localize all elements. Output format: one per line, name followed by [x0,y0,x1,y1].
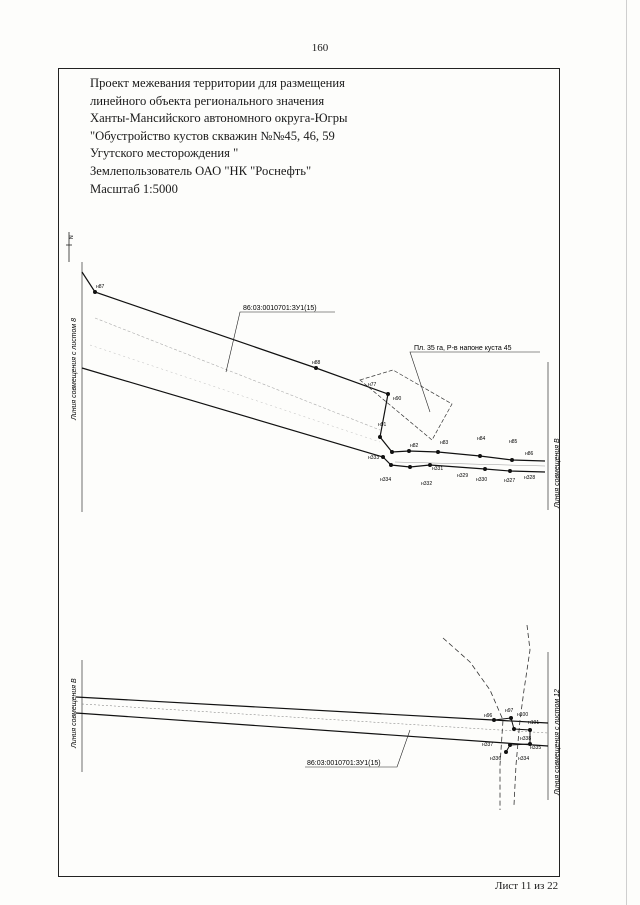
point-label: н338 [520,736,532,742]
title-line: "Обустройство кустов скважин №№45, 46, 59 [90,128,335,143]
scale-line: Масштаб 1:5000 [90,181,178,196]
point-label: н329 [457,473,469,479]
point-label: н328 [524,475,536,481]
point-label: н88 [312,360,321,366]
pad-callout-leader [410,352,540,412]
vertex-labels [482,708,541,762]
point-label: н96 [484,713,493,719]
point-label: н100 [517,712,529,718]
title-line: Землепользователь ОАО "НК "Роснефть" [90,163,312,178]
match-line-right-label: Линия совмещения В [554,438,561,508]
well-pad-outline [360,370,452,440]
vertex-markers [93,290,514,473]
point-label: н334 [380,477,392,483]
point-label: н336 [490,756,502,762]
point-label: н327 [504,478,516,484]
parcel-boundary-upper [82,272,545,461]
point-label: н331 [432,466,444,472]
dashed-boundary [443,638,503,810]
road-line [395,462,545,466]
road-line [90,345,380,442]
north-arrow-icon [66,232,75,262]
point-label: н77 [368,382,377,388]
page-number: 160 [311,42,329,54]
point-label: н91 [378,422,387,428]
title-line: Угутского месторождения " [90,146,239,161]
parcel-boundary-lower [76,713,548,746]
point-label: н334 [518,756,530,762]
point-label: н86 [525,451,534,457]
point-label: н335 [530,745,542,751]
pad-label: Пл. 35 га, Р-в напоне куста 45 [414,345,512,352]
point-label: н82 [410,443,419,449]
title-line: Ханты-Мансийского автономного округа-Югры [90,111,348,126]
match-line-left-label: Линия совмещения В [71,678,78,748]
sheet-number: Лист 11 из 22 [495,880,559,892]
title-line: Проект межевания территории для размещения [90,76,345,90]
point-label: н97 [505,708,514,714]
title-line: линейного объекта регионального значения [90,93,325,108]
point-label: н332 [421,481,433,487]
match-line-left-label: Линия совмещения с листом 8 [71,317,78,420]
north-label: N [69,235,75,239]
parcel-label: 86:03:0010701:ЗУ1(15) [307,760,381,767]
point-label: н87 [96,284,105,290]
parcel-junction [494,718,530,752]
point-label: н90 [393,396,402,402]
parcel-label: 86:03:0010701:ЗУ1(15) [243,305,317,312]
point-label: н101 [528,720,540,726]
road-line [95,318,380,430]
point-label: н85 [509,439,518,445]
upper-map [66,232,561,512]
point-label: н84 [477,436,486,442]
lower-map [71,625,561,810]
parcel-boundary-upper [76,697,548,723]
point-label: н330 [476,477,488,483]
point-label: н333 [368,455,380,461]
point-label: н337 [482,742,494,748]
match-line-right-label: Линия совмещения с листом 12 [554,689,561,795]
point-label: н83 [440,440,449,446]
